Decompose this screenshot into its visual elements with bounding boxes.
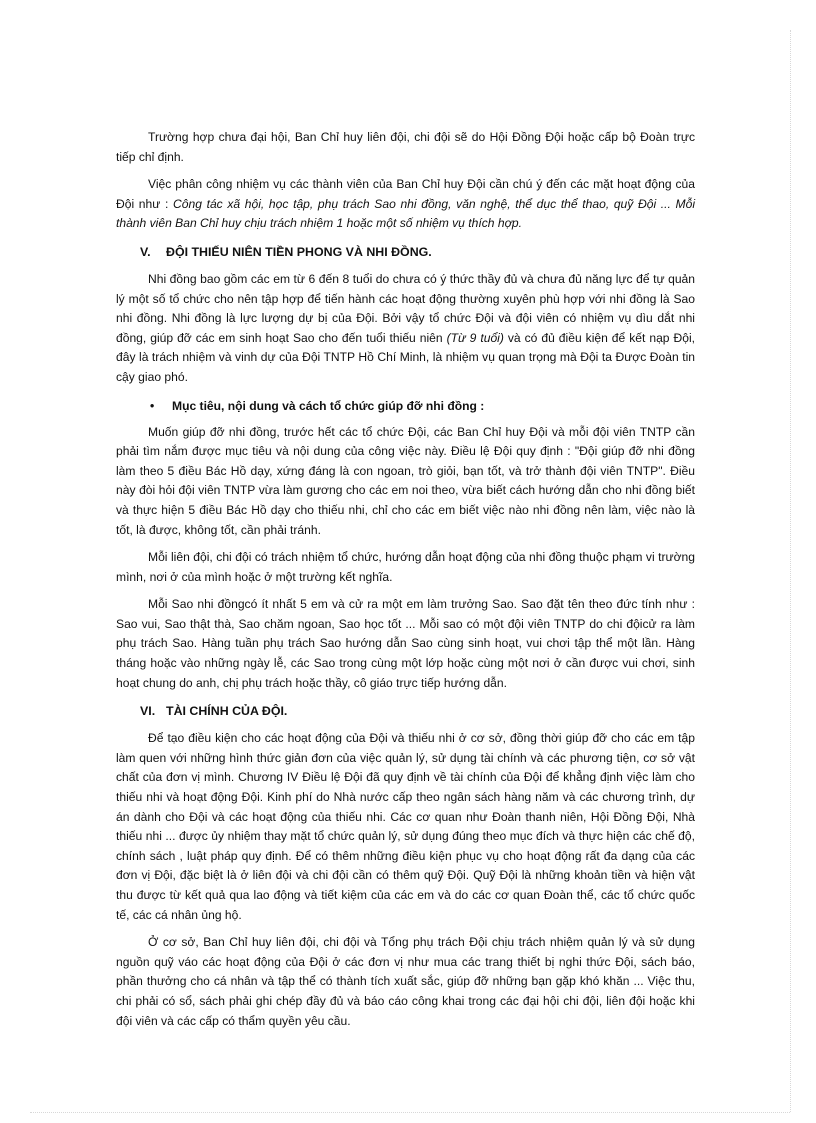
paragraph-5: Mỗi liên đội, chi đội có trách nhiệm tổ chức, hướng dẫn hoạt động của nhi đồng thuộc phạm vi trường mình, nơi ở của mình hoặc ở một trường kết nghĩa. xyxy=(116,550,695,584)
paragraph-1: Trường hợp chưa đại hội, Ban Chỉ huy liên đội, chi đội sẽ do Hội Đồng Đội hoặc cấp bộ Đoàn trực tiếp chỉ định. xyxy=(116,130,695,164)
paragraph-3-italic: (Từ 9 tuổi) xyxy=(446,330,504,345)
bullet-icon: • xyxy=(150,398,155,413)
paragraph-8: Ở cơ sở, Ban Chỉ huy liên đội, chi đội và Tổng phụ trách Đội chịu trách nhiệm quản lý và sử dụng nguồn quỹ váo các hoạt động của Đội ở các đơn vị như mua các trang thiết bị nghi thức Đội, sách báo, phần thưởng cho cá nhân và tập thể có thành tích xuất sắc, giúp đỡ những bạn gặp khó khăn ... Việc thu, chi phải có sổ, sách phải ghi chép đầy đủ và báo cáo công khai trong các đại hội chi đội, liên đội hoặc khi đội viên và các cấp có thẩm quyền yêu cầu. xyxy=(116,935,695,1028)
paragraph-2-italic: Công tác xã hội, học tập, phụ trách Sao nhi đồng, văn nghệ, thể dục thể thao, quỹ Đội ... Mỗi thành viên Ban Chỉ huy chịu trách nhiệm 1 hoặc một số nhiệm vụ thích hợp. xyxy=(116,196,695,231)
paragraph-3 xyxy=(116,270,695,388)
paragraph-7: Để tạo điều kiện cho các hoạt động của Đội và thiếu nhi ở cơ sở, đồng thời giúp đỡ cho các em tập làm quen với những hình thức giản đơn của việc quản lý, sử dụng tài chính và các phương tiện, cơ sở vật chất của đơn vị mình. Chương IV Điều lệ Đội đã quy định về tài chính của Đội để khẳng định việc làm cho thiếu nhi và hoạt động Đội. Kinh phí do Nhà nước cấp theo ngân sách hàng năm và các chương trình, dự án dành cho Đội và các hoạt động của thiếu nhi. Các cơ quan như Đoàn thanh niên, Hội Đồng Đội, Nhà thiếu nhi ... được ủy nhiệm thay mặt tổ chức quản lý, sử dụng đúng theo mục đích và thực hiện các chế độ, chính sách , luật pháp quy định. Để có thêm những điều kiện phục vụ cho hoạt động rất đa dạng của các đơn vị Đội, đặc biệt là ở liên đội và chi đội cần có thêm quỹ Đội. Quỹ Đội là những khoản tiền và hiện vật thu được từ kết quả qua lao động và tiết kiệm của các em và do các cơ quan Đoàn thể, các tổ chức quốc tế, các cá nhân ủng hộ. xyxy=(116,731,695,922)
page-border-bottom xyxy=(30,1112,790,1113)
section-6-title: TÀI CHÍNH CỦA ĐỘI. xyxy=(166,704,288,719)
section-6-number: VI. xyxy=(140,704,156,719)
paragraph-3-end: và có đủ điều kiện để kết nạp Đội, đây là trách nhiệm và vinh dự của Đội TNTP Hồ Chí Minh, là nhiệm vụ quan trọng mà Đội ta Được Đoàn tin cậy giao phó. xyxy=(116,330,696,384)
paragraph-2 xyxy=(116,175,695,234)
paragraph-3-text: Nhi đồng bao gồm các em từ 6 đến 8 tuổi do chưa có ý thức thầy đủ và chưa đủ năng lực để tự quản lý một số tổ chức cho nên tập hợp để tiến hành các hoạt động thường xuyên phù hợp với nhi đồng là Sao nhi đồng. Nhi đồng là lực lượng dự bị của Đội. Bởi vậy tổ chức Đội và đội viên có nhiệm vụ dìu dắt nhi đồng, giúp đỡ các em sinh hoạt Sao cho đến tuổi thiếu niên xyxy=(116,271,695,345)
section-5-title: ĐỘI THIẾU NIÊN TIỀN PHONG VÀ NHI ĐỒNG. xyxy=(166,244,432,259)
section-6-heading xyxy=(116,701,695,721)
page-border-right xyxy=(790,30,791,1112)
bullet-heading-text: Mục tiêu, nội dung và cách tổ chức giúp đỡ nhi đồng : xyxy=(172,398,485,413)
bullet-heading xyxy=(116,396,695,416)
paragraph-6: Mỗi Sao nhi đồngcó ít nhất 5 em và cử ra một em làm trưởng Sao. Sao đặt tên theo đức tính như : Sao vui, Sao thật thà, Sao chăm ngoan, Sao học tốt ... Mỗi sao có một đội viên TNTP do chi độicử ra làm phụ trách Sao. Hàng tuần phụ trách Sao hướng dẫn Sao cùng sinh hoạt, vui chơi tập thể một lần. Hàng tháng hoặc vào những ngày lễ, các Sao trong cùng một lớp hoặc cùng một nơi ở cần được vui chơi, sinh hoạt chung do anh, chị phụ trách hoặc thầy, cô giáo trực tiếp hướng dẫn. xyxy=(116,597,695,690)
paragraph-2-text: Việc phân công nhiệm vụ các thành viên của Ban Chỉ huy Đội cần chú ý đến các mặt hoạt động của Đội như : xyxy=(116,177,695,211)
section-5-heading xyxy=(116,242,695,262)
document-body xyxy=(116,128,695,1039)
paragraph-4: Muốn giúp đỡ nhi đồng, trước hết các tổ chức Đội, các Ban Chỉ huy Đội và mỗi đội viên TNTP cần phải tìm nắm được mục tiêu và nội dung của công việc này. Điều lệ Đội quy định : "Đội giúp đỡ nhi đồng làm theo 5 điều Bác Hồ dạy, xứng đáng là con ngoan, trò giỏi, bạn tốt, và trở thành đội viên TNTP". Điều này đòi hỏi đội viên TNTP vừa làm gương cho các em noi theo, vừa biết cách hướng dẫn cho nhi đồng biết và thực hiện 5 điều Bác Hồ dạy cho thiếu nhi, chỉ cho các em biết việc nào nhi đồng nên làm, việc nào là tốt, là được, không tốt, cần phải tránh. xyxy=(116,424,695,537)
section-5-number: V. xyxy=(140,244,151,259)
